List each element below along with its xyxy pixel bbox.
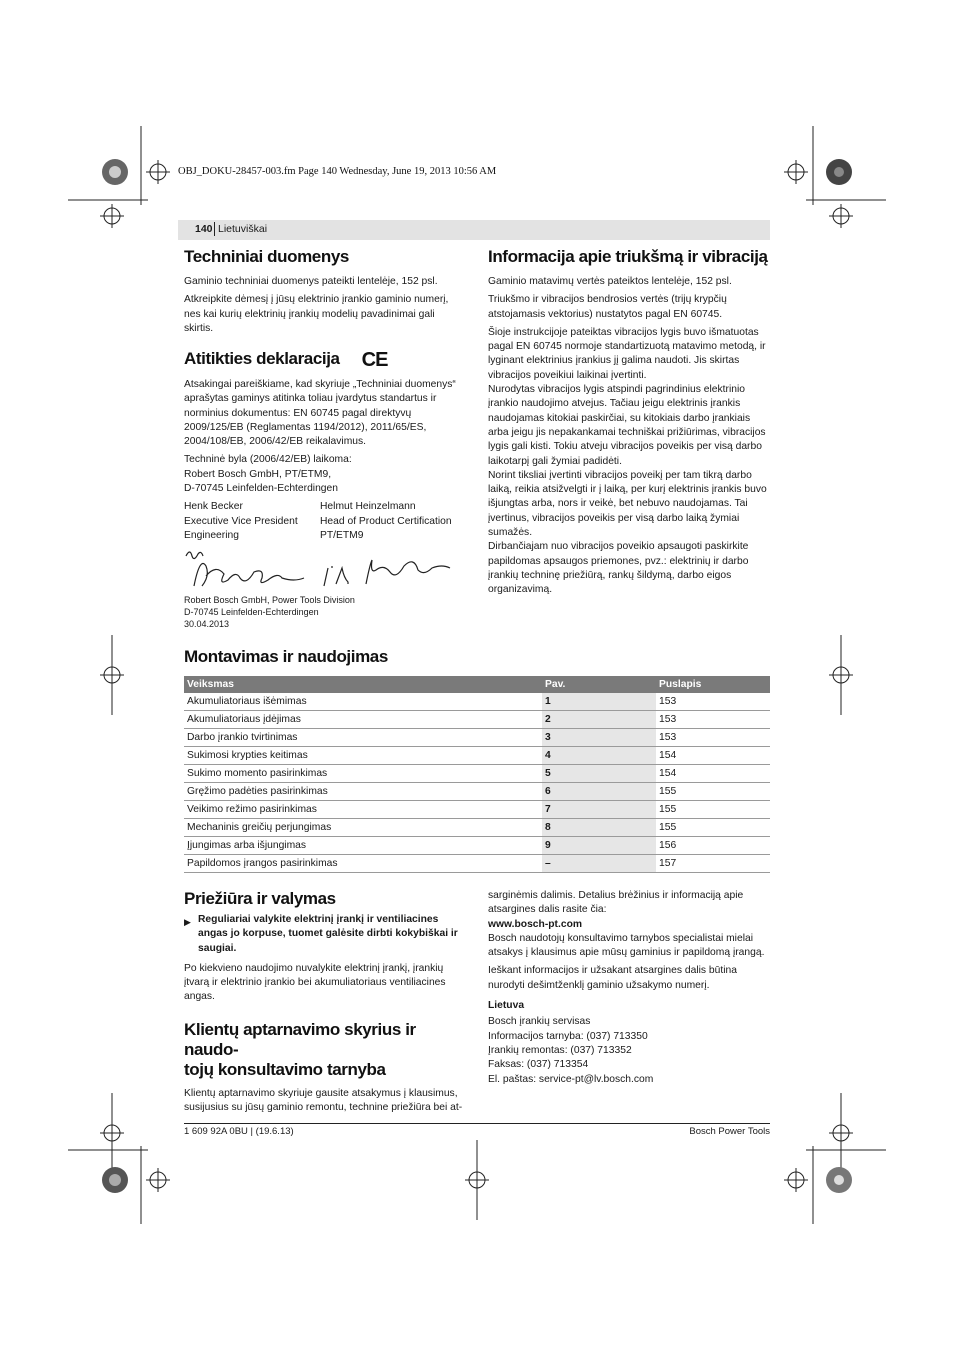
bullet-arrow-icon: ▶ — [184, 917, 191, 927]
noise-p1: Gaminio matavimų vertės pateiktos lentelėje, 152 psl. — [488, 276, 732, 287]
footer-docnum: 1 609 92A 0BU | (19.6.13) — [184, 1126, 294, 1137]
page-number: 140 — [195, 223, 213, 235]
care-section — [184, 889, 466, 1005]
cell-action: Papildomos įrangos pasirinkimas — [184, 855, 542, 873]
table-row — [184, 693, 770, 711]
contact-line: Informacijos tarnyba: (037) 713350 — [488, 1030, 648, 1042]
footer-brand: Bosch Power Tools — [689, 1126, 770, 1137]
contact-email[interactable]: El. paštas: service-pt@lv.bosch.com — [488, 1073, 654, 1085]
cell-figure: 4 — [542, 747, 656, 765]
service-url[interactable]: www.bosch-pt.com — [488, 918, 583, 930]
cell-page: 155 — [656, 801, 770, 819]
noise-section — [488, 247, 770, 598]
service-section-right — [488, 889, 770, 1087]
table-row — [184, 783, 770, 801]
signer-1-role: Executive Vice President — [184, 515, 298, 527]
service-country: Lietuva — [488, 1000, 525, 1012]
service-p3: Ieškant informacijos ir užsakant atsargines dalis būtina nurodyti dešimtženklį gaminio užsakymo numerį. — [488, 965, 737, 991]
cell-page: 154 — [656, 747, 770, 765]
cell-figure: 5 — [542, 765, 656, 783]
table-row — [184, 747, 770, 765]
decl-title — [184, 349, 466, 372]
company-line: D-70745 Leinfelden-Echterdingen — [184, 607, 319, 617]
col-header-action: Veiksmas — [184, 676, 542, 693]
table-row — [184, 837, 770, 855]
table-row — [184, 855, 770, 873]
cell-page: 155 — [656, 819, 770, 837]
cell-figure: 6 — [542, 783, 656, 801]
ce-mark: CE — [361, 349, 388, 371]
cell-page: 155 — [656, 783, 770, 801]
cell-figure: 7 — [542, 801, 656, 819]
file-slug: OBJ_DOKU-28457-003.fm Page 140 Wednesday, June 19, 2013 10:56 AM — [178, 166, 497, 177]
cell-action: Akumuliatoriaus išėmimas — [184, 693, 542, 711]
service-p1-left: Klientų aptarnavimo skyriuje gausite atsakymus į klausimus, susijusius su jūsų gaminio remontu, technine priežiūra bei at- — [184, 1088, 463, 1114]
table-row — [184, 801, 770, 819]
page-header-bar — [178, 220, 770, 240]
service-contacts — [488, 1015, 770, 1086]
signatures-image — [184, 546, 454, 594]
service-p1-right: sarginėmis dalimis. Detalius brėžinius ir informaciją apie atsargines dalis rasite čia: — [488, 890, 744, 916]
noise-p3: Šioje instrukcijoje pateiktas vibracijos lygis buvo išmatuotas pagal EN 60745 normoje standartizuotą matavimo metodą, ir lyginant elektrinius įrankius jį galima naudoti. Jis skirtas vibracijos poveikiui laikinai įvertinti. — [488, 326, 766, 381]
cell-figure: – — [542, 855, 656, 873]
service-title — [184, 1020, 466, 1080]
cell-page: 153 — [656, 729, 770, 747]
signer-1-name: Henk Becker — [184, 501, 243, 513]
care-p1: Po kiekvieno naudojimo nuvalykite elektrinį įrankį, įrankių įtvarą ir elektrinio įrankio bei akumuliatoriaus ventiliacines angas. — [184, 962, 446, 1003]
table-row — [184, 765, 770, 783]
cell-page: 153 — [656, 693, 770, 711]
col-header-figure: Pav. — [542, 676, 656, 693]
tech-p2: Atkreipkite dėmesį į jūsų elektrinio įrankio gaminio numerį, nes kai kurių elektrinių įrankių modelių pavadinimai gali skirtis. — [184, 294, 449, 334]
header-divider — [214, 222, 215, 236]
signers — [184, 500, 466, 543]
cell-action: Sukimo momento pasirinkimas — [184, 765, 542, 783]
cell-action: Akumuliatoriaus įdėjimas — [184, 711, 542, 729]
company-line: Robert Bosch GmbH, Power Tools Division — [184, 595, 355, 605]
care-bullet-text: Reguliariai valykite elektrinį įrankį ir ventiliacines angas jo korpuse, tuomet galėsite dirbti kokybiškai ir saugiai. — [198, 914, 458, 954]
table-row — [184, 711, 770, 729]
col-header-page: Puslapis — [656, 676, 770, 693]
service-p2: Bosch naudotojų konsultavimo tarnybos specialistai mielai atsakys į klausimus apie mūsų gaminius ir papildomą įrangą. — [488, 932, 765, 959]
signer-2-dept: PT/ETM9 — [320, 529, 364, 541]
contact-line: Faksas: (037) 713354 — [488, 1059, 589, 1071]
cell-action: Sukimosi krypties keitimas — [184, 747, 542, 765]
decl-file-line: D-70745 Leinfelden-Echterdingen — [184, 483, 338, 495]
cell-figure: 2 — [542, 711, 656, 729]
table-row — [184, 729, 770, 747]
noise-p6: Dirbančiajam nuo vibracijos poveikio apsaugoti paskirkite papildomas apsaugos priemones, pvz.: elektrinių ir darbo įrankių techninę priežiūrą, rankų šildymą, darbo eigos organizavimą. — [488, 541, 749, 596]
cell-action: Mechaninis greičių perjungimas — [184, 819, 542, 837]
noise-p2: Triukšmo ir vibracijos bendrosios vertės (trijų krypčių atstojamasis vektorius) nustatytos pagal EN 60745. — [488, 294, 727, 320]
cell-page: 153 — [656, 711, 770, 729]
table-row — [184, 819, 770, 837]
decl-title-text: Atitikties deklaracija — [184, 349, 340, 368]
decl-file — [184, 453, 466, 496]
service-section-left — [184, 1020, 466, 1116]
language-label: Lietuviškai — [218, 223, 268, 235]
care-title: Priežiūra ir valymas — [184, 889, 336, 908]
cell-figure: 8 — [542, 819, 656, 837]
cell-action: Gręžimo padėties pasirinkimas — [184, 783, 542, 801]
signer-1-dept: Engineering — [184, 529, 239, 541]
cell-action: Darbo įrankio tvirtinimas — [184, 729, 542, 747]
noise-title: Informacija apie triukšmą ir vibraciją — [488, 247, 768, 266]
tech-section — [184, 247, 466, 336]
cell-action: Veikimo režimo pasirinkimas — [184, 801, 542, 819]
company-block — [184, 594, 466, 630]
cell-action: Įjungimas arba išjungimas — [184, 837, 542, 855]
service-title-line: tojų konsultavimo tarnyba — [184, 1060, 386, 1079]
company-date: 30.04.2013 — [184, 619, 230, 629]
cell-page: 157 — [656, 855, 770, 873]
cell-figure: 1 — [542, 693, 656, 711]
signer-1 — [184, 500, 320, 543]
signer-2 — [320, 500, 452, 543]
cell-figure: 9 — [542, 837, 656, 855]
tech-title: Techniniai duomenys — [184, 247, 349, 266]
table-header-row — [184, 676, 770, 693]
decl-file-line: Robert Bosch GmbH, PT/ETM9, — [184, 468, 332, 480]
contact-line: Įrankių remontas: (037) 713352 — [488, 1044, 632, 1056]
decl-section — [184, 349, 466, 543]
signer-2-name: Helmut Heinzelmann — [320, 501, 416, 513]
decl-p1: Atsakingai pareiškiame, kad skyriuje „Techniniai duomenys“ aprašytas gaminys atitinka toliau įvardytus standartus ir norminius dokumentus: EN 60745 pagal direktyvų 2009/125/EB (Reglamentas 1194/2012), 2011/65/ES, 2004/108/EB, 2006/42/EB reikalavimus. — [184, 379, 456, 448]
service-title-line: Klientų aptarnavimo skyrius ir naudo- — [184, 1020, 416, 1059]
footer-rule — [184, 1123, 770, 1124]
cell-page: 154 — [656, 765, 770, 783]
care-bullet — [184, 913, 466, 956]
operations-table — [184, 676, 770, 873]
noise-p4: Nurodytas vibracijos lygis atspindi pagrindinius elektrinio įrankio naudojimo atvejus. Tačiau jeigu elektrinis įrankis naudojamas kitokiai paskirčiai, su kitokiais darbo įrankiais arba jeigu jis nepakankamai techniškai prižiūrimas, vibracijos lygis gali kisti. Tokiu atveju vibracijos poveikis per visą darbo laikotarpį gali žymiai padidėti. — [488, 384, 766, 467]
signer-2-role: Head of Product Certification — [320, 515, 452, 527]
tech-p1: Gaminio techniniai duomenys pateikti lentelėje, 152 psl. — [184, 276, 438, 287]
contact-line: Bosch įrankių servisas — [488, 1016, 591, 1028]
cell-figure: 3 — [542, 729, 656, 747]
noise-p5: Norint tiksliai įvertinti vibracijos poveikį per tam tikrą darbo laiką, reikia atsižvelgti ir į laiką, per kurį elektrinis įrankis buvo išjungtas arba, nors ir veikė, bet nebuvo naudojamas. Tai įvertinus, vibracijos poveikis per visą darbo laiką žymiai sumažės. — [488, 469, 767, 539]
mount-title: Montavimas ir naudojimas — [184, 647, 388, 666]
decl-file-line: Techninė byla (2006/42/EB) laikoma: — [184, 454, 352, 466]
cell-page: 156 — [656, 837, 770, 855]
